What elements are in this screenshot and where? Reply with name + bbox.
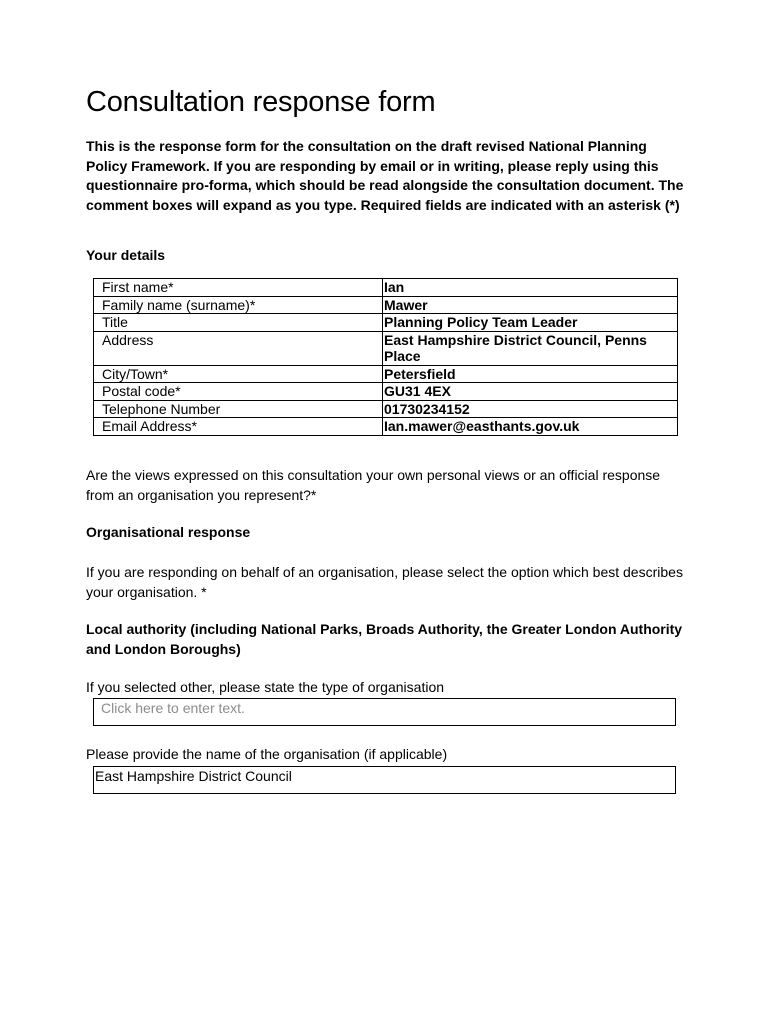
field-value-email[interactable]: Ian.mawer@easthants.gov.uk [383,418,678,436]
table-row [94,383,678,401]
field-label-family-name: Family name (surname)* [94,296,383,314]
your-details-table [93,278,678,436]
views-question: Are the views expressed on this consultation your own personal views or an official response from an organisation you represent?* [86,467,661,503]
field-value-telephone[interactable]: 01730234152 [383,400,678,418]
org-name-field[interactable] [93,766,676,794]
org-type-selected[interactable]: Local authority (including National Parks, Broads Authority, the Greater London Authority and London Boroughs) [86,621,683,657]
field-value-family-name[interactable]: Mawer [383,296,678,314]
your-details-heading: Your details [86,247,166,263]
org-response-heading: Organisational response [86,524,251,540]
table-row [94,400,678,418]
org-type-question: If you are responding on behalf of an organisation, please select the option which best describes your organisation. * [86,564,683,600]
field-label-first-name: First name* [94,279,383,297]
field-value-city[interactable]: Petersfield [383,365,678,383]
table-row [94,365,678,383]
field-label-email: Email Address* [94,418,383,436]
org-name-value[interactable]: East Hampshire District Council [95,768,292,784]
field-label-telephone: Telephone Number [94,400,383,418]
table-row [94,331,678,365]
field-value-address[interactable]: East Hampshire District Council, Penns Place [383,331,678,365]
table-row [94,314,678,332]
org-name-label: Please provide the name of the organisation (if applicable) [86,746,448,762]
field-value-postal-code[interactable]: GU31 4EX [383,383,678,401]
page-title: Consultation response form [86,86,436,118]
table-row [94,418,678,436]
intro-paragraph: This is the response form for the consultation on the draft revised National Planning Policy Framework. If you are responding by email or in writing, please reply using this questionnaire pro-forma, which should be read alongside the consultation document. The comment boxes will expand as you type. Required fields are indicated with an asterisk (*) [86,138,684,213]
other-org-field[interactable] [93,698,676,726]
field-label-address: Address [94,331,383,365]
other-org-label: If you selected other, please state the type of organisation [86,679,445,695]
field-label-title: Title [94,314,383,332]
field-label-postal-code: Postal code* [94,383,383,401]
field-value-title[interactable]: Planning Policy Team Leader [383,314,678,332]
table-row [94,279,678,297]
table-row [94,296,678,314]
other-org-placeholder[interactable]: Click here to enter text. [101,700,245,716]
field-value-first-name[interactable]: Ian [383,279,678,297]
field-label-city: City/Town* [94,365,383,383]
